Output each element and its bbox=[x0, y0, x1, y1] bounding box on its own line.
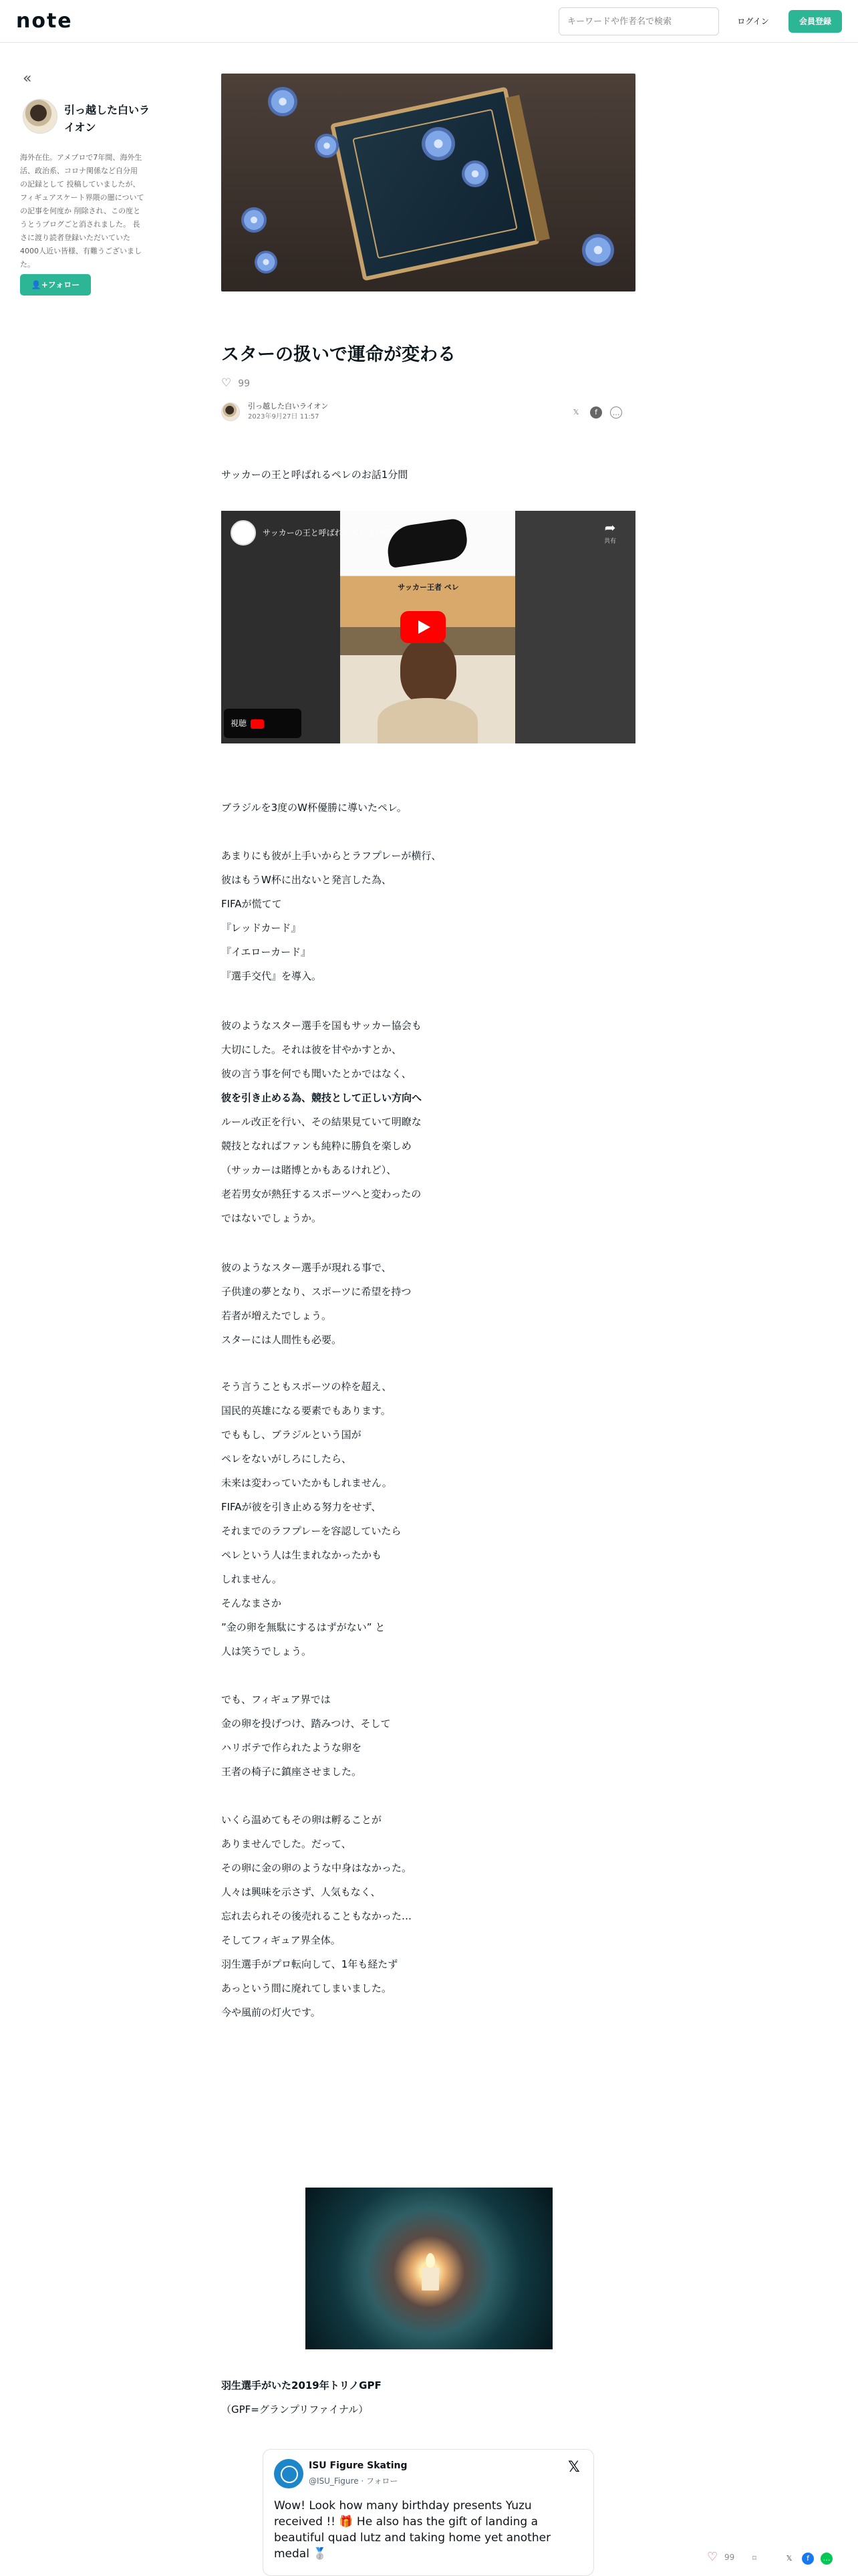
flower bbox=[241, 207, 267, 233]
text-line: でももし、ブラジルという国が bbox=[221, 1429, 362, 1441]
text-line: 彼のようなスター選手が現れる事で、 bbox=[221, 1262, 392, 1274]
caption-title: 羽生選手がいた2019年​​トリノGPF bbox=[221, 2379, 382, 2391]
note-logo[interactable]: note bbox=[16, 9, 73, 33]
youtube-word: YouTube bbox=[233, 748, 275, 758]
text-line: ハリボテで作られたような卵を bbox=[221, 1742, 362, 1754]
author-row bbox=[221, 400, 635, 424]
text-line: ルール改正を行い、その結果見ていて明瞭な bbox=[221, 1116, 422, 1128]
text-line: あっという間に廃れてしまいました。 bbox=[221, 1982, 392, 1994]
text-line: スターには人間性も必要。 bbox=[221, 1334, 342, 1346]
heart-icon[interactable]: ♡ bbox=[221, 376, 232, 390]
text-line: ペレという人は生まれなかったかも bbox=[221, 1549, 382, 1561]
floating-line-icon[interactable]: … bbox=[821, 2553, 833, 2565]
paragraph bbox=[221, 796, 635, 820]
creator-name[interactable]: 引っ越した白いライオン bbox=[64, 104, 150, 134]
floating-x-icon[interactable]: 𝕏 bbox=[786, 2554, 793, 2563]
share-arrow-icon[interactable]: ➦ bbox=[604, 519, 616, 536]
text-line: FIFAが彼を引き止める努力をせず、 bbox=[221, 1501, 382, 1513]
text-line: 金の卵を投げつけ、踏みつけ、そして bbox=[221, 1718, 391, 1730]
candle-image bbox=[305, 2188, 553, 2349]
flower bbox=[422, 127, 455, 160]
tweet-avatar[interactable] bbox=[274, 2459, 303, 2488]
text-line: 老若男女が熱狂するスポーツへと変わったの bbox=[221, 1188, 422, 1200]
text-line: そしてフィギュア界全体。 bbox=[221, 1934, 341, 1946]
youtube-logo-icon bbox=[251, 719, 264, 729]
article-title: スターの扱いで運命が変わる bbox=[221, 344, 456, 365]
tweet-text: Wow! Look how many birthday presents Yuzu received !! 🎁 He also has the gift of landing a beautiful quad lutz and taking home yet another medal 🥈 bbox=[274, 2499, 551, 2561]
x-share-icon[interactable]: 𝕏 bbox=[573, 408, 579, 417]
text-line: 『選手交代』を導入。 bbox=[221, 970, 322, 982]
text-line: （サッカーは賭博とかもあるけれど）、 bbox=[221, 1164, 397, 1176]
tweet-name[interactable]: ISU Figure Skating bbox=[309, 2460, 408, 2471]
paragraph bbox=[221, 1014, 635, 1230]
paragraph bbox=[221, 1375, 635, 1423]
text-line: 『レッドカード』 bbox=[221, 922, 301, 934]
text-line: ペレをないがしろにしたら、 bbox=[221, 1453, 352, 1465]
paragraph bbox=[221, 1423, 635, 1495]
bold-text-line: 彼を引き止める為、競技として正しい方向へ bbox=[221, 1092, 422, 1104]
follow-label: フォロー bbox=[47, 280, 80, 289]
like-count: 99 bbox=[238, 378, 251, 389]
trophy bbox=[378, 698, 478, 743]
paragraph bbox=[221, 1928, 635, 2024]
flower bbox=[582, 234, 614, 266]
paragraph bbox=[221, 1256, 635, 1328]
text-line: そんなまさか bbox=[221, 1597, 282, 1609]
paragraph bbox=[221, 1495, 635, 1591]
search-input[interactable] bbox=[559, 7, 719, 35]
player-silhouette bbox=[384, 517, 469, 568]
watch-on-youtube[interactable] bbox=[224, 709, 301, 758]
text-line: ”金の卵を無駄にするはずがない” と bbox=[221, 1621, 386, 1633]
text-line: そう言うこともスポーツの枠を超え、 bbox=[221, 1381, 392, 1393]
text-line: 子供達の夢となり、スポーツに希望を持つ bbox=[221, 1286, 412, 1298]
author-name[interactable]: 引っ越した白いライオン bbox=[248, 402, 329, 411]
text-line: 彼の言う事を何でも聞いたとかではなく、 bbox=[221, 1068, 412, 1080]
video-share-label[interactable]: 共有 bbox=[603, 538, 616, 545]
candle-body bbox=[422, 2268, 439, 2291]
text-line: 国民的英雄になる要素でもあります。 bbox=[221, 1405, 391, 1417]
caption-sub: （GPF=グランプリファイナル） bbox=[221, 2404, 369, 2416]
site-header bbox=[0, 0, 858, 43]
author-avatar[interactable] bbox=[221, 402, 240, 421]
candle-flame bbox=[426, 2253, 435, 2268]
video-right-panel bbox=[515, 511, 635, 743]
creator-avatar[interactable] bbox=[23, 99, 57, 134]
paragraph bbox=[221, 1808, 635, 1928]
login-button[interactable]: ログイン bbox=[737, 17, 769, 26]
signup-button[interactable]: 会員登録 bbox=[789, 10, 842, 33]
facebook-share-icon[interactable]: f bbox=[590, 406, 602, 419]
text-line: あまりにも彼が上手いからとラフプレーが横行、 bbox=[221, 850, 442, 862]
floating-like-count: 99 bbox=[724, 2553, 735, 2562]
text-line: FIFAが慌てて bbox=[221, 898, 282, 910]
paragraph bbox=[221, 1328, 635, 1352]
flower bbox=[255, 251, 277, 273]
watch-on-label: 視聴 bbox=[231, 719, 247, 728]
text-line: 未来は変わっていたかもしれません。 bbox=[221, 1477, 392, 1489]
text-line: 彼のようなスター選手を国もサッカー協会も bbox=[221, 1020, 422, 1032]
caption bbox=[221, 2373, 635, 2422]
text-line: 王者の椅子に鎮座させました。 bbox=[221, 1766, 362, 1778]
text-line: 忘れ去られその後売れることもなかった… bbox=[221, 1910, 412, 1922]
floating-action-bar bbox=[702, 2547, 855, 2570]
player-face bbox=[400, 638, 456, 705]
publish-date: 2023年9月27日 11:57 bbox=[248, 413, 319, 421]
text-line: しれません。 bbox=[221, 1573, 282, 1585]
follow-icon: 👤+ bbox=[31, 280, 48, 289]
paragraph bbox=[221, 1591, 635, 1663]
video-title[interactable]: サッカーの王と呼ばれたペレ 1分間 bbox=[263, 528, 391, 538]
flower bbox=[462, 160, 488, 187]
text-line: 今や風前の灯火です。 bbox=[221, 2006, 321, 2018]
book-illustration bbox=[330, 87, 540, 281]
lead-text: サッカーの王と呼ばれるペレのお話1分間 bbox=[221, 469, 408, 481]
channel-icon[interactable] bbox=[231, 520, 256, 546]
text-line: ではないでしょうか。 bbox=[221, 1212, 322, 1224]
text-line: いくら温めてもその卵は孵ることが bbox=[221, 1814, 382, 1826]
floating-facebook-icon[interactable]: f bbox=[802, 2553, 814, 2565]
paragraph bbox=[221, 844, 635, 988]
line-share-icon[interactable]: … bbox=[610, 406, 622, 419]
text-line: 若者が増えたでしょう。 bbox=[221, 1310, 332, 1322]
flower bbox=[315, 134, 339, 158]
follow-button[interactable] bbox=[20, 274, 91, 296]
floating-heart-icon[interactable]: ♡ bbox=[707, 2550, 718, 2564]
text-line: 人は笑うでしょう。 bbox=[221, 1645, 312, 1657]
paragraph bbox=[221, 1687, 635, 1784]
play-button-icon[interactable] bbox=[400, 611, 446, 643]
creator-bio: 海外在住。アメブロで7年間、海外生活、政治系、コロナ関係など自分用の記録として 投稿していましたが、フィギュアスケート界隈の闇についての記事を何度か 削除され、この度とうとうブログごと消されました。 長さに渡り読者登録いただいていた4000人近い皆様、有難うございました。 bbox=[20, 153, 144, 269]
text-line: その卵に金の卵のような中身はなかった。 bbox=[221, 1862, 412, 1874]
text-line: 『イエローカード』 bbox=[221, 946, 311, 958]
text-line: 彼はもうW杯に出ないと発言した為、 bbox=[221, 874, 392, 886]
hero-image bbox=[221, 74, 635, 291]
x-logo-icon[interactable]: 𝕏 bbox=[568, 2459, 580, 2476]
text-line: ブラジルを3度のW杯優勝に導いたペレ。 bbox=[221, 802, 407, 814]
tweet-embed[interactable] bbox=[263, 2449, 594, 2576]
text-line: でも、フィギュア界では bbox=[221, 1693, 331, 1706]
text-line: 羽生選手がプロ転向して、1年も経たず bbox=[221, 1958, 398, 1970]
flower bbox=[268, 87, 297, 116]
tweet-handle[interactable]: @ISU_Figure · フォロー bbox=[309, 2476, 398, 2486]
text-line: ありませんでした。だって、 bbox=[221, 1838, 351, 1850]
collapse-sidebar-icon[interactable]: « bbox=[23, 70, 32, 87]
text-line: 人々は興味を示さず、人気もなく、 bbox=[221, 1886, 381, 1898]
text-line: それまでのラフプレーを容認していたら bbox=[221, 1525, 402, 1537]
text-line: 競技となればファンも純粋に勝負を楽しめ bbox=[221, 1140, 412, 1152]
bookmark-icon[interactable]: ⌑ bbox=[752, 2554, 756, 2563]
like-area[interactable] bbox=[221, 376, 250, 390]
video-subtitle: サッカー王者 ペレ bbox=[398, 583, 459, 592]
text-line: 大切にした。それは彼を甘やかすとか、 bbox=[221, 1044, 402, 1056]
youtube-embed[interactable] bbox=[221, 511, 635, 758]
